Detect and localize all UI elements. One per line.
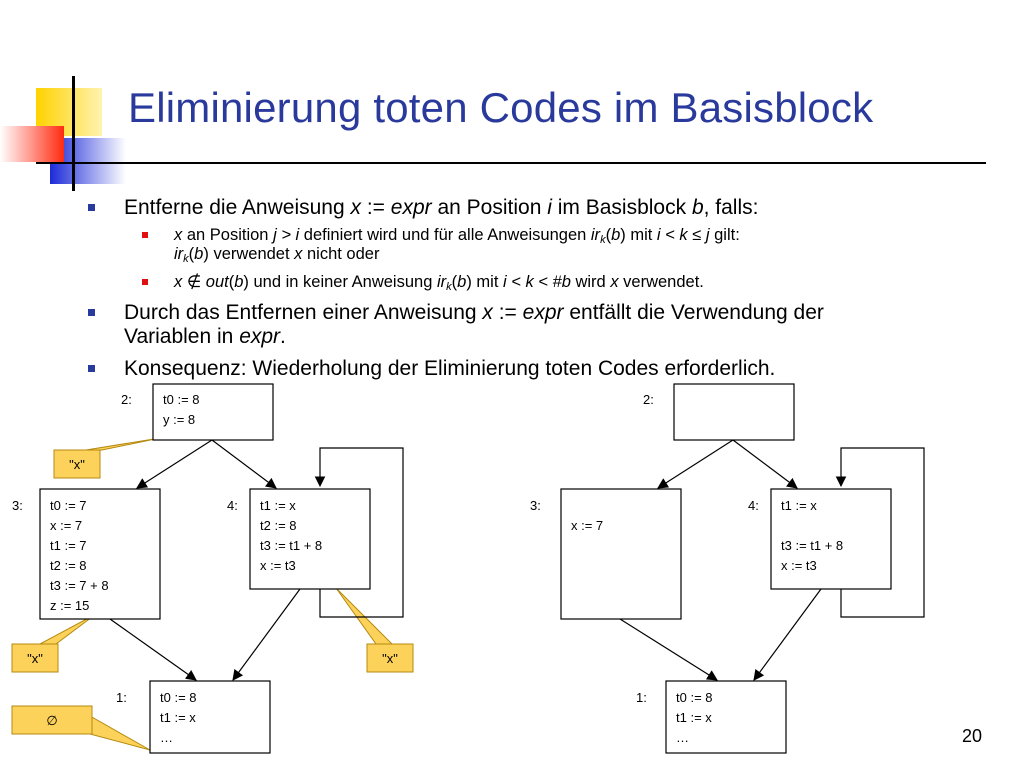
bullet-text: verwendet.: [618, 273, 704, 291]
right-block-3: [530, 489, 681, 619]
code-line: x := t3: [260, 558, 296, 573]
condition-expression: j > i: [273, 226, 300, 244]
left-block-4: [227, 489, 370, 589]
bullet-text: ) und in keiner Anweisung: [243, 273, 437, 291]
bullet-text: (: [228, 273, 235, 291]
bullet-text: (: [605, 226, 612, 244]
var-k: k: [183, 253, 189, 265]
range-expression: i < k ≤ j: [656, 226, 710, 244]
var-expr: expr: [390, 196, 432, 219]
block-label: 1:: [116, 690, 127, 705]
right-block-1: [636, 681, 786, 753]
block-label: 3:: [530, 498, 541, 513]
var-expr: expr: [239, 325, 281, 348]
assign-op: :=: [361, 196, 391, 219]
code-line: t3 := t1 + 8: [781, 538, 844, 553]
callout-block1: [12, 706, 150, 750]
block-label: 3:: [12, 498, 23, 513]
assign-op: :=: [492, 301, 523, 324]
code-line: …: [676, 730, 689, 745]
bullet-text: (: [451, 273, 458, 291]
var-b: b: [194, 245, 204, 263]
code-line: t1 := x: [260, 498, 296, 513]
bullet-text: ) mit: [620, 226, 657, 244]
edge-3-to-1: [620, 619, 717, 680]
var-x: x: [482, 301, 493, 324]
callout-block3: [12, 614, 96, 672]
code-line: t0 := 8: [160, 690, 197, 705]
bullet-text: .: [280, 325, 286, 348]
block-label: 2:: [643, 392, 654, 407]
code-line: t0 := 8: [163, 392, 200, 407]
code-line: t3 := 7 + 8: [50, 578, 109, 593]
bullet-text: Durch das Entfernen einer Anweisung: [124, 301, 483, 324]
code-line: x := t3: [781, 558, 817, 573]
edge-2-to-3: [658, 440, 733, 488]
bullet-text: Entferne die Anweisung: [124, 196, 351, 219]
edge-4-to-1: [233, 589, 300, 680]
bullet-text: an Position: [182, 226, 274, 244]
bullet-text: Konsequenz: Wiederholung der Eliminierung toten Codes erforderlich.: [124, 357, 776, 380]
var-ir: ir: [590, 226, 601, 244]
left-flow-graph: [12, 384, 413, 753]
bullet-text: , falls:: [703, 196, 759, 219]
left-block-3: [12, 489, 160, 619]
code-line: t1 := x: [160, 710, 196, 725]
var-i: i: [547, 196, 552, 219]
edge-2-to-4: [733, 440, 797, 488]
bullet-text: nicht oder: [302, 245, 380, 263]
code-line: t3 := t1 + 8: [260, 538, 323, 553]
code-line: t1 := x: [781, 498, 817, 513]
var-x: x: [174, 273, 183, 291]
bullet-text: gilt:: [709, 226, 740, 244]
bullet-text: entfällt die Verwendung der: [563, 301, 824, 324]
left-block-1: [116, 681, 270, 753]
block-label: 4:: [227, 498, 238, 513]
bullet-text: (: [188, 245, 195, 263]
edge-4-to-1: [754, 589, 821, 680]
not-element-symbol: ∉: [182, 273, 206, 291]
callout-label: "x": [382, 651, 398, 666]
var-b: b: [691, 196, 704, 219]
empty-set-icon: ∅: [46, 713, 58, 728]
page-number: 20: [962, 726, 983, 746]
callout-block2: [54, 438, 160, 478]
code-line: …: [160, 730, 173, 745]
var-expr: expr: [522, 301, 564, 324]
callout-label: "x": [27, 651, 43, 666]
code-line: t1 := x: [676, 710, 712, 725]
block-label: 4:: [748, 498, 759, 513]
edge-2-to-4: [212, 440, 276, 488]
var-b: b: [234, 273, 244, 291]
bullet-text: ) mit: [466, 273, 503, 291]
right-flow-graph: [530, 384, 924, 753]
code-line: t0 := 8: [676, 690, 713, 705]
var-ir: ir: [436, 273, 447, 291]
slide-title: Eliminierung toten Codes im Basisblock: [128, 84, 874, 131]
var-x: x: [350, 196, 361, 219]
var-x: x: [174, 226, 183, 244]
var-x: x: [610, 273, 619, 291]
var-ir: ir: [174, 245, 184, 263]
bullet-text: wird: [570, 273, 611, 291]
bullet-text: ) verwendet: [203, 245, 295, 263]
var-b: b: [457, 273, 467, 291]
edge-3-to-1: [110, 619, 196, 680]
block-label: 2:: [121, 392, 132, 407]
var-out: out: [205, 273, 229, 291]
right-block-2: [643, 384, 794, 440]
left-block-2: [121, 384, 273, 440]
bullet-text: an Position: [431, 196, 548, 219]
code-line: t1 := 7: [50, 538, 87, 553]
callout-label: "x": [69, 457, 85, 472]
right-block-4: [748, 489, 891, 589]
bullet-text: im Basisblock: [551, 196, 692, 219]
code-line: t0 := 7: [50, 498, 87, 513]
code-line: t2 := 8: [260, 518, 297, 533]
code-line: x := 7: [571, 518, 604, 533]
var-k: k: [600, 234, 606, 246]
code-line: y := 8: [163, 412, 196, 427]
bullet-text: definiert wird und für alle Anweisungen: [299, 226, 591, 244]
bullet-text: Variablen in: [124, 325, 240, 348]
code-line: z := 15: [50, 598, 90, 613]
callout-block4: [336, 588, 413, 672]
var-k: k: [446, 281, 452, 293]
block-label: 1:: [636, 690, 647, 705]
edge-2-to-3: [137, 440, 212, 488]
code-line: x := 7: [50, 518, 83, 533]
var-b: b: [611, 226, 621, 244]
var-x: x: [294, 245, 303, 263]
code-line: t2 := 8: [50, 558, 87, 573]
range-expression: i < k < #b: [503, 273, 571, 291]
